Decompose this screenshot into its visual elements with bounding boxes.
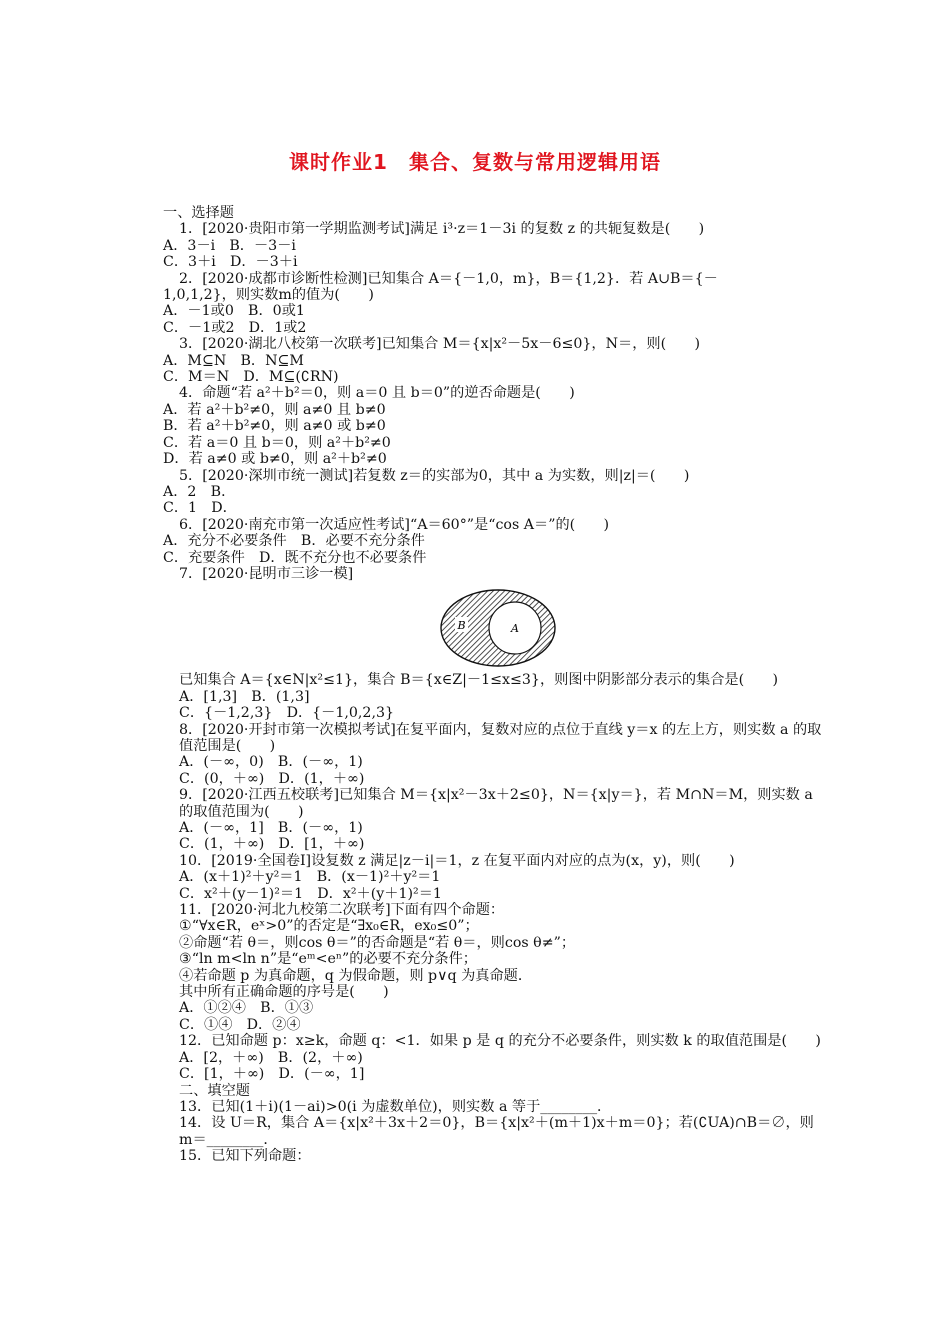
question-8: 8．[2020·开封市第一次模拟考试]在复平面内，复数对应的点位于直线 y＝x 的左上方，则实数 a 的取值范围是( ) (179, 721, 822, 754)
option-line: B．若 a²＋b²≠0，则 a≠0 或 b≠0 (163, 418, 386, 435)
option-line: C．1 D． (163, 500, 237, 517)
question-4: 4．命题“若 a²＋b²＝0，则 a＝0 且 b＝0”的逆否命题是( ) (179, 385, 575, 402)
venn-diagram-svg (439, 588, 557, 668)
question-9: 9．[2020·江西五校联考]已知集合 M＝{x|x²－3x＋2≤0}，N＝{x|y＝}，若 M∩N＝M，则实数 a 的取值范围为( ) (179, 787, 813, 820)
option-line: A．充分不必要条件 B．必要不充分条件 (163, 533, 425, 550)
option-line: A．M⊆N B．N⊆M (163, 352, 304, 369)
option-line: C．x²＋(y－1)²＝1 D．x²＋(y＋1)²＝1 (179, 885, 442, 902)
set-a-label: A (511, 622, 519, 636)
option-line: A．(－∞，1] B．(－∞，1) (179, 820, 363, 836)
question-7-text: 已知集合 A＝{x∈N|x²≤1}，集合 B＝{x∈Z|－1≤x≤3}，则图中阴影部分表示的集合是( ) (179, 672, 779, 689)
option-line: A．3－i B．－3－i (163, 237, 296, 254)
page-title: 课时作业1 集合、复数与常用逻辑用语 (289, 150, 661, 174)
question-15: 15．已知下列命题： (179, 1148, 311, 1165)
option-line: C．{－1,2,3} D．{－1,0,2,3} (179, 705, 395, 722)
option-line: A．(x＋1)²＋y²＝1 B．(x－1)²＋y²＝1 (179, 869, 441, 886)
question-10: 10．[2019·全国卷Ⅰ]设复数 z 满足|z－i|＝1，z 在复平面内对应的点为(x，y)，则( ) (179, 852, 735, 869)
option-line: C．①④ D．②④ (179, 1016, 301, 1033)
question-13: 13．已知(1＋i)(1－ai)>0(i 为虚数单位)，则实数 a 等于________． (179, 1098, 612, 1115)
question-body (163, 205, 823, 1165)
option-line: C．充要条件 D．既不充分也不必要条件 (163, 549, 427, 566)
proposition-line: ①“∀x∈R，eˣ>0”的否定是“∃x₀∈R，ex₀≤0”； (179, 918, 479, 935)
proposition-line: ③“ln m<ln n”是“eᵐ<eⁿ”的必要不充分条件； (179, 951, 477, 968)
option-line: A．(－∞，0) B．(－∞，1) (179, 754, 363, 771)
question-6: 6．[2020·南充市第一次适应性考试]“A＝60°”是“cos A＝”的( ) (179, 516, 610, 533)
option-line: A．2 B． (163, 483, 236, 500)
option-line: C．(0，＋∞) D．(1，＋∞) (179, 770, 365, 787)
section-heading-choice: 一、选择题 (163, 205, 234, 221)
set-b-label: B (457, 619, 466, 633)
option-line: C．3＋i D．－3＋i (163, 254, 298, 271)
question-12: 12．已知命题 p：x≥k，命题 q：<1．如果 p 是 q 的充分不必要条件，则实数 k 的取值范围是( ) (179, 1033, 821, 1050)
question-3: 3．[2020·湖北八校第一次联考]已知集合 M＝{x|x²－5x－6≤0}，N＝，则( ) (179, 336, 701, 353)
question-5: 5．[2020·深圳市统一测试]若复数 z＝的实部为0，其中 a 为实数，则|z|＝( ) (179, 467, 690, 484)
proposition-line: ②命题“若 θ＝，则cos θ＝”的否命题是“若 θ＝，则cos θ≠”； (179, 934, 576, 951)
option-line: C．(1，＋∞) D．[1，＋∞) (179, 836, 365, 853)
question-7: 7．[2020·昆明市三诊一模] (179, 565, 354, 582)
option-line: C．若 a＝0 且 b＝0，则 a²＋b²≠0 (163, 434, 391, 451)
question-11-prompt: 其中所有正确命题的序号是( ) (179, 984, 389, 1001)
option-line: D．若 a≠0 或 b≠0，则 a²＋b²≠0 (163, 451, 387, 468)
option-line: C．－1或2 D．1或2 (163, 319, 307, 336)
question-11: 11．[2020·河北九校第二次联考]下面有四个命题： (179, 902, 505, 919)
option-line: A．[2，＋∞) B．(2，＋∞) (179, 1049, 363, 1066)
option-line: A．若 a²＋b²≠0，则 a≠0 且 b≠0 (163, 401, 386, 418)
question-14: 14．设 U＝R，集合 A＝{x|x²＋3x＋2＝0}，B＝{x|x²＋(m＋1)x＋m＝0}；若(∁UA)∩B＝∅，则 m＝________． (179, 1115, 814, 1148)
question-1: 1．[2020·贵阳市第一学期监测考试]满足 i³·z＝1－3i 的复数 z 的共轭复数是( ) (179, 221, 705, 238)
option-line: A．①②④ B．①③ (179, 1000, 314, 1017)
venn-diagram (163, 588, 823, 668)
section-heading-fill: 二、填空题 (179, 1082, 250, 1099)
option-line: A．－1或0 B．0或1 (163, 303, 305, 320)
option-line: C．M＝N D．M⊆(∁RN) (163, 369, 339, 386)
question-2: 2．[2020·成都市诊断性检测]已知集合 A＝{－1,0，m}，B＝{1,2}．若 A∪B＝{－ (179, 270, 718, 287)
proposition-line: ④若命题 p 为真命题，q 为假命题，则 p∨q 为真命题． (179, 967, 533, 984)
question-2-continued: 1,0,1,2}，则实数m的值为( ) (163, 287, 374, 304)
option-line: A．[1,3] B．(1,3] (179, 688, 310, 705)
option-line: C．[1，＋∞) D．(－∞，1] (179, 1066, 365, 1083)
